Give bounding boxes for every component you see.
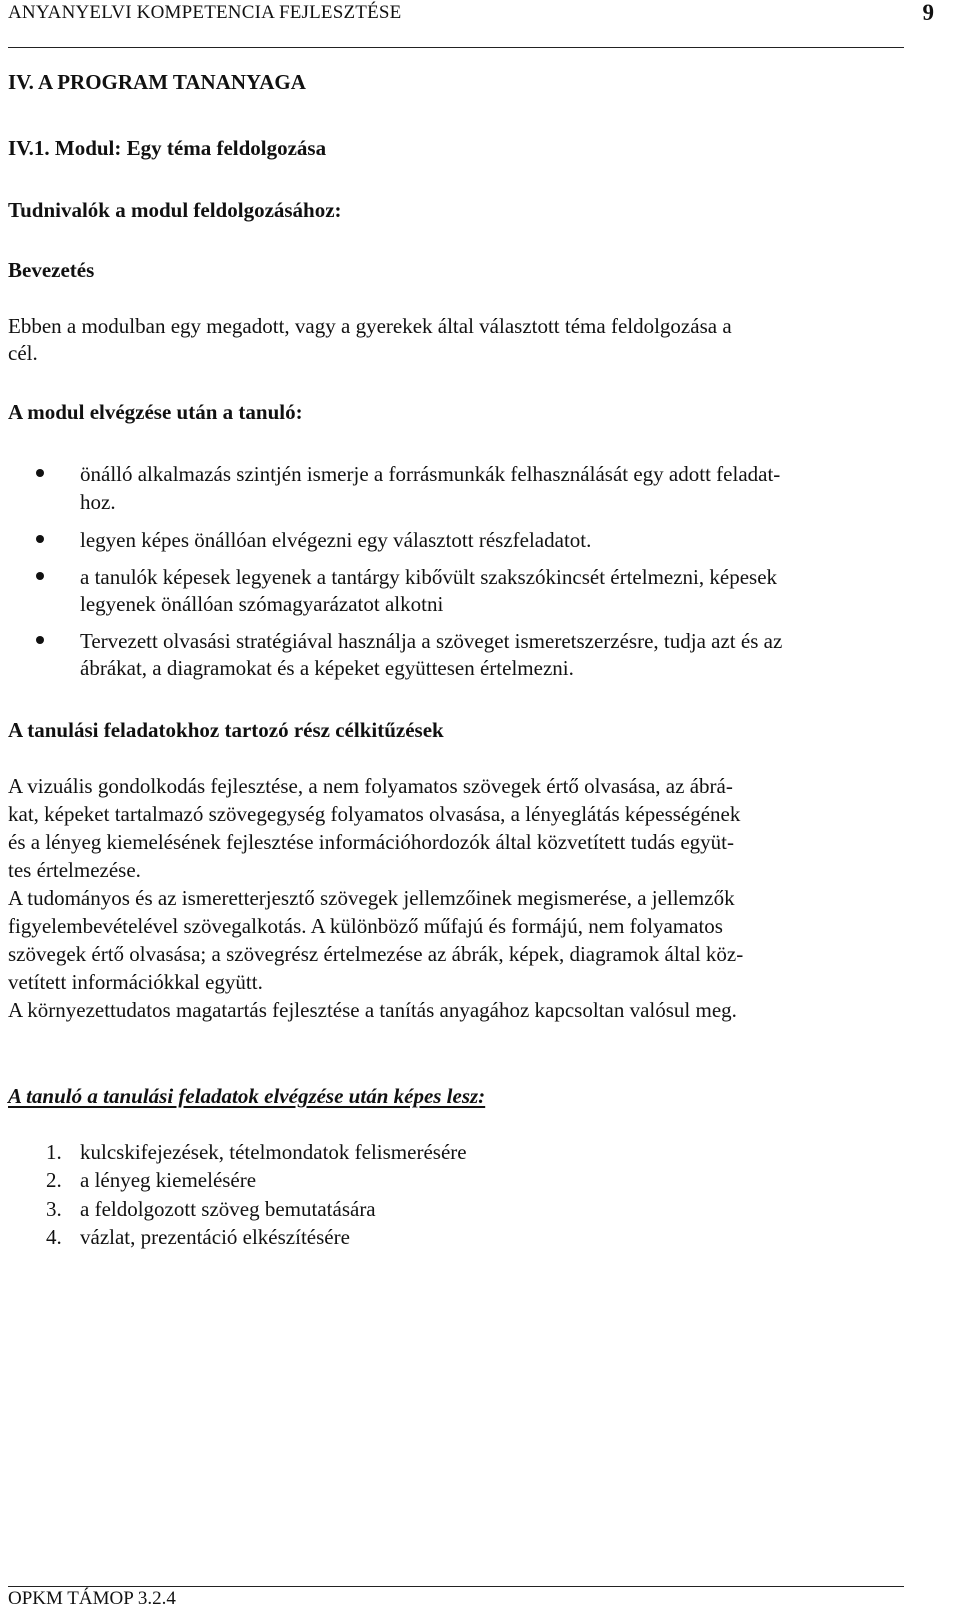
- bullet-text: ábrákat, a diagramokat és a képeket együttesen értelmezni.: [80, 656, 574, 680]
- list-item-text: a feldolgozott szöveg bemutatására: [80, 1197, 376, 1221]
- program-heading: IV. A PROGRAM TANANYAGA: [8, 70, 306, 94]
- footer-text: OPKM TÁMOP 3.2.4: [8, 1588, 176, 1609]
- bullet-icon: [36, 572, 44, 580]
- intro-text-line: cél.: [8, 341, 38, 365]
- goals-text-line: A környezettudatos magatartás fejlesztése a tanítás anyagához kapcsoltan valósul meg.: [8, 998, 737, 1022]
- outcomes-heading: A modul elvégzése után a tanuló:: [8, 400, 303, 424]
- intro-heading: Bevezetés: [8, 258, 95, 282]
- list-item-text: kulcskifejezések, tételmondatok felismerésére: [80, 1140, 467, 1164]
- footer-divider: [8, 1586, 904, 1587]
- notes-heading: Tudnivalók a modul feldolgozásához:: [8, 198, 342, 222]
- bullet-text: hoz.: [80, 490, 116, 514]
- module-heading: IV.1. Modul: Egy téma feldolgozása: [8, 136, 327, 160]
- header-divider: [8, 47, 904, 48]
- bullet-text: legyenek önállóan szómagyarázatot alkotni: [80, 592, 444, 616]
- bullet-icon: [36, 469, 44, 477]
- list-item-text: vázlat, prezentáció elkészítésére: [80, 1225, 350, 1249]
- goals-text-line: figyelembevételével szövegalkotás. A különböző műfajú és formájú, nem folyamatos: [8, 914, 723, 938]
- intro-text-line: Ebben a modulban egy megadott, vagy a gyerekek által választott téma feldolgozása a: [8, 314, 732, 338]
- list-item-number: 2.: [46, 1168, 62, 1192]
- goals-text-line: tes értelmezése.: [8, 858, 141, 882]
- list-item-number: 4.: [46, 1225, 62, 1249]
- page-number: 9: [922, 0, 934, 25]
- running-title: ANYANYELVI KOMPETENCIA FEJLESZTÉSE: [8, 2, 402, 23]
- bullet-text: legyen képes önállóan elvégezni egy választott részfeladatot.: [80, 528, 592, 552]
- goals-text-line: A vizuális gondolkodás fejlesztése, a nem folyamatos szövegek értő olvasása, az ábrá-: [8, 774, 733, 798]
- list-item-text: a lényeg kiemelésére: [80, 1168, 257, 1192]
- goals-text-line: kat, képeket tartalmazó szövegegység folyamatos olvasása, a lényeglátás képességének: [8, 802, 741, 826]
- goals-text-line: A tudományos és az ismeretterjesztő szövegek jellemzőinek megismerése, a jellemzők: [8, 886, 735, 910]
- abilities-heading: A tanuló a tanulási feladatok elvégzése után képes lesz:: [8, 1084, 486, 1108]
- bullet-text: Tervezett olvasási stratégiával használja a szöveget ismeretszerzésre, tudja azt és az: [80, 629, 783, 653]
- bullet-icon: [36, 636, 44, 644]
- goals-heading: A tanulási feladatokhoz tartozó rész célkitűzések: [8, 718, 444, 742]
- list-item-number: 1.: [46, 1140, 62, 1164]
- goals-text-line: és a lényeg kiemelésének fejlesztése információhordozók által közvetített tudás együt-: [8, 830, 734, 854]
- goals-text-line: vetített információkkal együtt.: [8, 970, 263, 994]
- bullet-text: a tanulók képesek legyenek a tantárgy kibővült szakszókincsét értelmezni, képesek: [80, 565, 778, 589]
- bullet-text: önálló alkalmazás szintjén ismerje a forrásmunkák felhasználását egy adott feladat-: [80, 462, 781, 486]
- goals-text-line: szövegek értő olvasása; a szövegrész értelmezése az ábrák, képek, diagramok által köz-: [8, 942, 744, 966]
- bullet-icon: [36, 535, 44, 543]
- list-item-number: 3.: [46, 1197, 62, 1221]
